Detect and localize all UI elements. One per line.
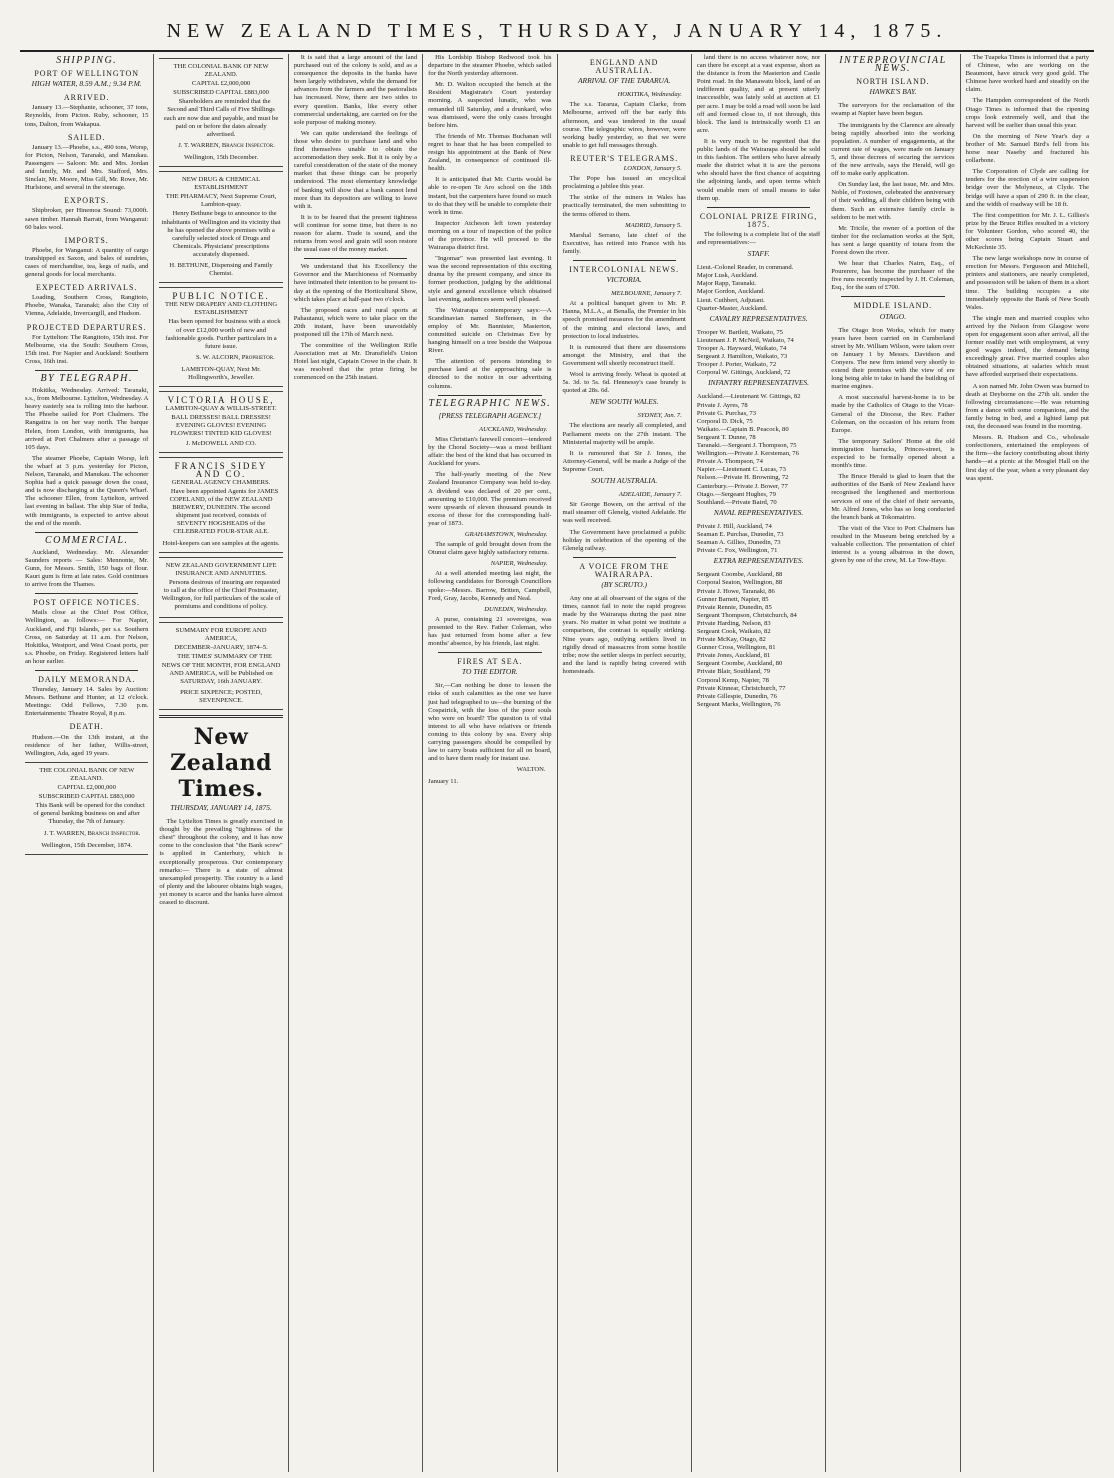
- bank-heading: THE COLONIAL BANK OF NEW ZEALAND.: [39, 766, 135, 782]
- daily-memoranda-heading: DAILY MEMORANDA.: [38, 675, 136, 684]
- cavalry-list: [697, 329, 820, 378]
- staff-heading: STAFF.: [747, 249, 770, 259]
- sailed-text: January 13.—Phoebe, s.s., 490 tons, Worsp, for Picton, Nelson, Taranaki, and Manukau. Passengers — Saloon: Mr. and Mrs. Jordan and family, Mr. and Mrs. Stafford, Mrs. Sinclair, Mr. Moore, Miss Gill, Mr. Rowe, Mr. Hurlstone, and several in the steerage.: [25, 143, 149, 192]
- bank-advertisement: [159, 58, 282, 167]
- naval-entry: Seaman E. Purchas, Dunedin, 73: [696, 530, 784, 538]
- expected-heading: EXPECTED ARRIVALS.: [35, 283, 138, 293]
- sidey-subheading: GENERAL AGENCY CHAMBERS.: [171, 478, 271, 486]
- drug-text: Henry Bethune begs to announce to the inhabitants of Wellington and its vicinity that he has opened the above premises with a carefully selected stock of Drugs and Chemicals. Physicians' prescriptions accurately dispensed.: [161, 210, 281, 258]
- naval-entry: Private C. Fox, Wellington, 71: [696, 547, 778, 555]
- otago-text: The Tuapeka Times is informed that a party of Chinese, who are working on the Beaumont, have struck very good gold. The Chinese have worked hard and steadily on the claim.: [965, 54, 1089, 94]
- victoria-heading: VICTORIA.: [606, 275, 642, 285]
- local-paragraph: We understand that his Excellency the Governor and the Marchioness of Normanby have intimated their intention to be present to-day at the opening of the Horticultural Show, which takes place at half-past two o'clock.: [293, 263, 418, 303]
- infantry-entry: Canterbury.—Private J. Bower, 77: [696, 482, 788, 490]
- infantry-entry: Wellington.—Private J. Kersteman, 76: [696, 450, 799, 458]
- leader-more: We can quite understand the feelings of those who desire to purchase land and who find themselves unable to obtain the accommodation they seek. But it is only by a careful consideration of the state of the money market that these things can be properly understood. The most elementary knowledge of banking will show that a bank cannot lend more than its depositors are willing to leave with it.: [293, 129, 418, 210]
- post-office-heading: POST OFFICE NOTICES.: [33, 598, 141, 608]
- local-paragraph: The committee of the Wellington Rifle Association met at Mr. Dransfield's Union Hotel last night, Captain Crowe in the chair. It was resolved that the prize firing be commenced on the 25th instant.: [293, 342, 418, 382]
- bank-date: Wellington, 15th December, 1874.: [41, 841, 133, 849]
- victoria-signature: J. McDOWELL AND CO.: [185, 439, 257, 447]
- exports-text: Shipbroker, per Hinemoa Sound: 73,000ft. sawn timber. Hannah Barratt, from Wanganui: 60 bales wool.: [25, 207, 149, 231]
- telegraph-text: Hokitika, Wednesday. Arrived: Taranaki, s.s., from Melbourne. Lyttelton, Wednesday. A heavy easterly sea is rolling into the harbour. The Phoebe sailed for Port Chalmers. The Rangatira is on her way north. The barque Helen, from London, with immigrants, has arrived at Port Chalmers after a passage of 105 days.: [25, 387, 149, 451]
- column-2: [154, 54, 288, 1472]
- divider: [573, 260, 676, 261]
- sidey-note: Hotel-keepers can see samples at the agents.: [162, 539, 280, 547]
- wairarapa-continued: It is very much to be regretted that the public lands of the Wairarapa should be sold in this fashion. The settlers who have already made the district what it is are the persons who should have the first chance of acquiring the adjoining lands, and upon terms which would enable men of small means to take them up.: [696, 137, 821, 202]
- divider: [35, 370, 138, 371]
- staff-member: Major Gordon, Auckland.: [696, 288, 765, 296]
- wairarapa-byline: (BY SCRUTO.): [601, 579, 648, 589]
- drapery-signature: S. W. ALCORN, Proprietor.: [195, 353, 275, 361]
- cavalry-entry: Lieutenant J. P. McNeil, Waikato, 74: [696, 336, 794, 344]
- local-paragraph: The proposed races and rural sports at Pahautanui, which were to take place on the 20th instant, have been unavoidably postponed till the 17th of March next.: [293, 306, 418, 338]
- reuters-heading: REUTER'S TELEGRAMS.: [570, 153, 679, 163]
- leader-text: The Lyttelton Times is greatly exercised in thought by the prevailing "tightness of the chest" throughout the colony, and it has now come to the conclusion that "the Bank screw" is applied in Canterbury, which is exceptionally prosperous. Our contemporary remarks:— There is a state of almost unexampled prosperity. The country is a land of plenty and the labourer obtains high wages, yet money is scarce and the banks have almost ceased to discount.: [159, 818, 283, 907]
- summary-text: THE TIMES' SUMMARY OF THE NEWS OF THE MONTH, FOR ENGLAND AND AMERICA, will be Published on SATURDAY, 16th JANUARY.: [161, 653, 281, 685]
- bank-subscribed: SUBSCRIBED CAPITAL £883,000: [38, 793, 135, 801]
- arrived-text: January 13.—Stephanie, schooner, 37 tons, Reynolds, from Picton. Ruby, schooner, 15 tons, Dalton, from Wakapua.: [25, 104, 149, 128]
- local-paragraph: Inspector Atcheson left town yesterday morning on a tour of inspection of the police of the province. He will proceed to the Wairarapa district first.: [428, 219, 552, 252]
- staff-member: Lieut.-Colonel Reader, in command.: [696, 264, 794, 272]
- cavalry-heading: CAVALRY REPRESENTATIVES.: [709, 313, 808, 323]
- sidey-text: Have been appointed Agents for JAMES COPELAND, of the NEW ZEALAND BREWERY, DUNEDIN. The second shipment just received, consists of SEVENTY HOGSHEADS of the CELEBRATED FOUR-STAR ALE.: [169, 487, 279, 536]
- infantry-entry: Southland.—Private Baird, 70: [696, 498, 777, 506]
- nsw-text: The elections are nearly all completed, and Parliament meets on the 27th instant. The Ministerial majority will be ample.: [562, 422, 686, 446]
- sa-text: The Government have proclaimed a public holiday in celebration of the opening of the Glenelg railway.: [562, 528, 686, 552]
- telegram-text: At a well attended meeting last night, the following candidates for Borough Councillors spoke:—Messrs. Barrow, Britten, Campbell, Ford, Gray, Jacobs, Kennedy and Neal.: [428, 570, 552, 602]
- death-heading: DEATH.: [69, 722, 104, 732]
- infantry-entry: Auckland.—Lieutenant W. Gittings, 82: [696, 393, 801, 401]
- summary-price: PRICE SIXPENCE; POSTED, SEVENPENCE.: [180, 688, 262, 704]
- infantry-heading: INFANTRY REPRESENTATIVES.: [708, 378, 810, 388]
- column-7: [826, 54, 960, 1472]
- leader-continued: It is said that a large amount of the land purchased out of the colony is sold, and as a consequence the deposits in the banks have been largely withdrawn, while the demand for advances from the farmers and the pastoralists has increased. Now, there are two sides to every question. Banks, like every other commercial undertaking, are carried on for the sole purpose of making money.: [293, 54, 418, 126]
- extra-entry: Gunner Barnett, Napier, 85: [696, 595, 769, 603]
- nsw-text: It is rumoured that Sir J. Innes, the Attorney-General, will be made a Judge of the Supreme Court.: [562, 449, 686, 473]
- extra-entry: Corporal Kemp, Napier, 78: [696, 676, 769, 684]
- victoria-text: It is rumoured that there are dissensions amongst the Ministry, and that the Government will shortly reconstruct itself.: [562, 343, 686, 367]
- otago-heading: OTAGO.: [879, 311, 907, 321]
- wairarapa-text: Any one at all observant of the signs of the times, cannot fail to note the rapid progress made by the Wairarapa during the past nine years. No matter in what point we institute a comparison, the contrast is equally striking. Nine years ago, outlying settlers lived in rigidly dread of massacres from some hostile tribe; now the settler sleeps in perfect security, and the land is rapidly being covered with homesteads.: [562, 595, 686, 675]
- local-paragraph: Mr. D. Walton occupied the bench at the Resident Magistrate's Court yesterday morning. A suspected lunatic, who was remanded till Saturday, and a drunkard, who was dismissed, were the only cases brought before him.: [428, 81, 552, 129]
- shipping-heading: SHIPPING.: [56, 55, 118, 66]
- column-1: [20, 54, 154, 1472]
- extra-entry: Sergeant Coombe, Auckland, 80: [696, 660, 783, 668]
- drug-subheading: THE PHARMACY, Next Supreme Court, Lambton-quay.: [165, 193, 277, 209]
- drapery-heading: THE NEW DRAPERY AND CLOTHING ESTABLISHMENT: [165, 301, 278, 317]
- dateline-hokitika: HOKITIKA, Wednesday.: [617, 91, 682, 99]
- otago-text: The Hampden correspondent of the North Otago Times is informed that the ripening crops look extremely well, and that the harvest will be earlier than usual this year.: [965, 97, 1089, 129]
- otago-text: The visit of the Vice to Port Chalmers has resulted in the Museum being enriched by a valuable collection. The presentation of chief interest is a young albatross in the down, given by one of the crew, M. Le Tow-Haye.: [831, 524, 955, 565]
- dateline-napier: NAPIER, Wednesday.: [490, 560, 548, 568]
- local-paragraph: It is anticipated that Mr. Curtis would be able to re-open Te Aro school on the 18th instant, but the carpenters have found so much to do that they will be unable to complete their work in time.: [428, 176, 552, 216]
- wairarapa-continued: land there is no access whatever now, nor can there be except at a vast expense, short as the distance is from the Masterton and Castle Point road. In the Manawatu block, land of an indifferent quality, and at present utterly inaccessible, was lately sold at auction at £1 per acre. I may be told a road will soon be laid off and formed close to, if not through, this block. The land is intrinsically worth £1 an acre.: [696, 54, 821, 134]
- hawkes-bay-text: The immigrants by the Clarence are already being rapidly absorbed into the working population. A number of engagements, at the current rate of wages, were made on January 5, and those decrees of securing the services of the new arrivals, says the Herald, will go off to make early application.: [831, 121, 955, 178]
- naval-list: [697, 523, 820, 555]
- infantry-entry: Private G. Purchas, 73: [696, 409, 757, 417]
- local-paragraph: The attention of persons intending to purchase land at the approaching sale is directed to the notice in our advertising columns.: [428, 358, 552, 390]
- telegraphic-news-heading: TELEGRAPHIC NEWS.: [428, 397, 552, 409]
- sailed-heading: SAILED.: [67, 132, 106, 142]
- infantry-entry: Otago.—Sergeant Hughes, 79: [696, 490, 776, 498]
- bank-text: Shareholders are reminded that the Second and Third Calls of Five Shillings each are now due and payable, and must be paid on or before the dates already advertised.: [163, 98, 279, 138]
- drapery-address: LAMBTON-QUAY, Next Mr. Hollingworth's, Jeweller.: [181, 365, 261, 381]
- column-6: [692, 54, 826, 1472]
- telegram-text: A purse, containing 21 sovereigns, was presented to the Rev. Father Coleman, who has just returned from home after a few months' absence, by his friends, last night.: [428, 615, 552, 648]
- otago-text: The Corporation of Clyde are calling for tenders for the erection of a wire suspension bridge over the Molyneux, at Clyde. The bridge will have a span of 290 ft. in the clear, and the width of roadway will be 18 ft.: [965, 168, 1089, 208]
- infantry-entry: Sergeant T. Dunne, 78: [696, 433, 756, 441]
- bank-subscribed: SUBSCRIBED CAPITAL £883,000: [173, 89, 269, 97]
- dateline-london: LONDON, January 5.: [623, 165, 682, 173]
- daily-memoranda-text: Thursday, January 14. Sales by Auction: Messrs. Bethune and Hunter, at 12 o'clock. Meetings: Odd Fellows, 7.30 p.m. Entertainments: Theatre Royal, 8 p.m.: [25, 686, 149, 718]
- nameplate: New Zealand Times.: [170, 724, 272, 802]
- victoria-heading: VICTORIA HOUSE,: [167, 395, 275, 406]
- extra-entry: Private Blair, Southland, 79: [696, 668, 771, 676]
- hawkes-bay-text: The surveyors for the reclamation of the swamp at Napier have been begun.: [831, 102, 955, 118]
- imports-heading: IMPORTS.: [64, 235, 109, 245]
- infantry-entry: Napier.—Lieutenant C. Lucas, 73: [696, 466, 786, 474]
- local-paragraph: His Lordship Bishop Redwood took his departure in the steamer Phoebe, which sailed for the North yesterday afternoon.: [428, 54, 552, 78]
- otago-text: A son named Mr. John Owen was burned to death at Deyborne on the 27th ult. under the following circumstances:—He was returning from a dance with some companions, and the family being in bed, and a lighted lamp put out, the deceased was found in the morning.: [965, 382, 1089, 431]
- reuter-text: The strike of the miners in Wales has practically terminated, the men submitting to the terms offered to them.: [562, 194, 686, 218]
- divider: [35, 670, 138, 671]
- fires-signature: WALTON.: [516, 766, 546, 774]
- bank-text: This Bank will be opened for the conduct of general banking business on and after Thursday, the 7th of January.: [33, 802, 145, 826]
- drapery-text: Has been opened for business with a stock of over £12,000 worth of new and fashionable goods. Further particulars in a future issue.: [165, 318, 281, 350]
- divider: [35, 593, 138, 594]
- extra-entry: Private Harding, Nelson, 83: [696, 619, 771, 627]
- infantry-entry: Private A. Thompson, 74: [696, 458, 763, 466]
- telegram-text: The half-yearly meeting of the New Zealand Insurance Company was held to-day. A dividend was declared of 20 per cent., amounting to £10,000. The premium received were upwards of eleven thousand pounds in excess of those for the corresponding half-year of 1873.: [428, 471, 552, 527]
- middle-island-heading: MIDDLE ISLAND.: [853, 301, 933, 311]
- cavalry-entry: Sergeant J. Hamilton, Waikato, 73: [696, 353, 788, 361]
- victoria-subheading: LAMBTON-QUAY & WILLIS-STREET.: [165, 405, 277, 413]
- arrival-text: The s.s. Tararua, Captain Clarke, from Melbourne, arrived off the bar early this afternoon, and was tendered in the usual course. The telegraphic wires, however, were working badly yesterday, so that we were unable to get full messages through.: [562, 101, 686, 149]
- hawkes-bay-heading: HAWKE'S BAY.: [869, 87, 917, 97]
- sidey-heading: FRANCIS SIDEY AND CO.: [174, 460, 268, 479]
- infantry-entry: Waikato.—Captain B. Peacock, 80: [696, 425, 789, 433]
- fires-at-sea-heading: FIRES AT SEA.: [457, 657, 523, 667]
- wairarapa-heading: A VOICE FROM THE WAIRARAPA.: [579, 561, 670, 579]
- cavalry-entry: Trooper J. Porter, Waikato, 72: [696, 361, 777, 369]
- hawkes-bay-text: On Sunday last, the last issue, Mr. and Mrs. Noble, of Foxtown, celebrated the anniversary of their wedding, all their children being with them. Such an extensive family circle is seldom to be met with.: [831, 181, 955, 221]
- telegram-text: Miss Christian's farewell concert—tendered by the Choral Society—was a most brilliant affair: the best of the kind that has occurred in Auckland for years.: [428, 435, 552, 468]
- extra-list: [697, 571, 820, 709]
- otago-text: The temporary Sailors' Home at the old immigration barracks, Princes-street, is expected to be formally opened about a month's time.: [831, 437, 955, 470]
- divider: [707, 207, 810, 208]
- otago-text: Messrs. R. Hudson and Co., wholesale confectioners, entertained the employees of the firm—the factory contributing about thirty hands—at a picnic at the Mosgiel Hall on the first day of the year, when a very pleasant day was spent.: [965, 434, 1089, 482]
- drapery-advertisement: [159, 287, 282, 387]
- extra-entry: Sergeant Marks, Wellington, 76: [696, 700, 781, 708]
- bank-signature: J. T. WARREN, Branch Inspector.: [43, 829, 141, 837]
- infantry-entry: Private J. Ayres, 78: [696, 401, 748, 409]
- columns: [20, 54, 1094, 1472]
- press-agency: [PRESS TELEGRAPH AGENCY.]: [438, 410, 542, 420]
- cavalry-entry: Corporal W. Gittings, Auckland, 72: [696, 369, 791, 377]
- bank-capital: CAPITAL £2,000,000: [57, 784, 116, 792]
- north-island-heading: NORTH ISLAND.: [856, 77, 930, 87]
- otago-text: The first competition for Mr. J. L. Gillies's prize by the Bruce Rifles resulted in a victory for Volunteer Gordon, who scored 40, the other scores being Captain Stuart and McKechnie 35.: [965, 211, 1089, 252]
- drug-signature: H. BETHUNE, Dispensing and Family Chemist.: [169, 261, 273, 278]
- nameplate-date: THURSDAY, JANUARY 14, 1875.: [170, 803, 272, 812]
- intercolonial-heading: INTERCOLONIAL NEWS.: [569, 264, 680, 274]
- divider: [304, 258, 407, 259]
- extra-entry: Sergeant Thompson, Christchurch, 84: [696, 611, 797, 619]
- divider: [841, 296, 944, 297]
- otago-text: A most successful harvest-home is to be made by the Catholics of Otago to the Vicar-General of the Diocese, the Rev. Father Coleman, on the occasion of his return from Europe.: [831, 394, 955, 434]
- divider: [438, 395, 541, 396]
- hawkes-bay-text: We hear that Charles Nairn, Esq., of Pourerere, has become the purchaser of the five runs recently inspected by J. H. Coleman, Esq., for the sum of £700.: [831, 260, 955, 292]
- drug-advertisement: [159, 171, 282, 283]
- summary-advertisement: [159, 622, 282, 710]
- extra-entry: Private Jones, Auckland, 81: [696, 652, 771, 660]
- death-text: Hudson.—On the 13th instant, at the residence of her father, Willis-street, Wellington, Ada, aged 19 years.: [25, 733, 149, 757]
- divider: [438, 652, 541, 653]
- leader-end: It is to be feared that the present tightness will continue for some time, but there is no reason for alarm. Trade is sound, and the returns from wool and grain will soon restore the usual ease of the money market.: [293, 213, 418, 254]
- interprovincial-heading: INTERPROVINCIAL NEWS.: [839, 55, 947, 75]
- exports-heading: EXPORTS.: [64, 196, 110, 206]
- projected-text: For Lyttelton: The Rangitoto, 15th inst. For Melbourne, via the South: Southern Cross, 15th inst. For Napier and Auckland: Southern Cross, 16th inst.: [25, 333, 149, 365]
- extra-entry: Private McKay, Otago, 82: [696, 636, 766, 644]
- naval-entry: Private J. Hill, Auckland, 74: [696, 522, 772, 530]
- victoria-text: At a political banquet given to Mr. P. Hanna, M.L.A., at Benalla, the Premier in his speech promised measures for the amendment of the mining and electoral laws, and protection to local industries.: [562, 300, 686, 340]
- local-paragraph: The Wairarapa contemporary says:—A Scandinavian named Steffensen, in the employ of Mr. Bannister, Masterton, committed suicide on Christmas Eve by hanging himself on a tree beside the Waipoua River.: [428, 306, 552, 355]
- infantry-list: [697, 393, 820, 506]
- prize-firing-intro: The following is a complete list of the staff and representatives:—: [696, 230, 821, 246]
- port-heading: PORT OF WELLINGTON: [34, 69, 139, 79]
- dateline-grahamstown: GRAHAMSTOWN, Wednesday.: [464, 530, 548, 538]
- column-5: [558, 54, 692, 1472]
- extra-entry: Sergeant Coombe, Auckland, 88: [696, 571, 783, 579]
- otago-text: The new large workshops now in course of erection for Messrs. Fergusson and Mitchell, printers and stationers, are nearly completed, and possession will be taken of them in a short time. The building occupies a site immediately opposite the Bank of New South Wales.: [965, 255, 1089, 311]
- victoria-text: Wool is arriving freely. Wheat is quoted at 5s. 3d. to 5s. 6d. Hennessy's case brandy is quoted at 28s. 6d.: [562, 371, 686, 395]
- sa-text: Sir George Bowen, on the arrival of the mail steamer off Glenelg, visited Adelaide. He was well received.: [562, 501, 686, 525]
- bank-signature: J. T. WARREN, Branch Inspector.: [178, 141, 275, 149]
- divider: [159, 715, 282, 718]
- fires-text: Sir,—Can nothing be done to lessen the risks of such calamities as the one we have just had telegraphed to us—the burning of the Cospatrick, with the loss of the poor souls who were on board? The question is of vital interest to all who have relatives or friends coming to this colony by sea. Every ship carrying passengers should be compelled by law to carry boats sufficient for all on board, and to have them ready for instant use.: [428, 682, 552, 763]
- bank-advertisement: [25, 762, 148, 855]
- staff-member: Lieut. Cuthbert, Adjutant.: [696, 296, 765, 304]
- telegraph-heading: BY TELEGRAPH.: [40, 373, 133, 384]
- sa-heading: SOUTH AUSTRALIA.: [591, 476, 658, 486]
- cavalry-entry: Trooper W. Bartlett, Waikato, 75: [696, 328, 783, 336]
- extra-entry: Private Gillespie, Dunedin, 76: [696, 692, 777, 700]
- column-3: [289, 54, 423, 1472]
- hawkes-bay-text: Mr. Tricile, the owner of a portion of the timber for the reclamation works at the Spit, has sent a large quantity of totara from the Forest down the river.: [831, 224, 955, 256]
- dateline-dunedin: DUNEDIN, Wednesday.: [484, 605, 548, 613]
- staff-list: [697, 264, 820, 313]
- tararua-heading: ARRIVAL OF THE TARARUA.: [577, 76, 671, 86]
- shipping-body: The steamer Phoebe, Captain Worsp, left the wharf at 3 p.m. yesterday for Picton, Nelson, Taranaki, and Manukau. The schooner Sophia had a quick passage down the coast, and is now discharging at the Queen's Wharf. The schooner Ellen, from Lyttelton, arrived last evening in ballast. The ship Star of India, with immigrants, is expected to arrive about the end of the month.: [25, 454, 149, 527]
- bank-capital: CAPITAL £2,000,000: [191, 80, 251, 88]
- extra-entry: Gunner Cross, Wellington, 81: [696, 644, 776, 652]
- extra-entry: Corporal Seaton, Wellington, 88: [696, 579, 783, 587]
- drug-heading: NEW DRUG & CHEMICAL ESTABLISHMENT: [182, 176, 261, 192]
- dateline-madrid: MADRID, January 5.: [625, 221, 682, 229]
- reuter-text: The Pope has issued an encyclical proclaiming a jubilee this year.: [562, 175, 686, 191]
- imports-text: Phoebe, for Wanganui: A quantity of cargo transhipped ex Saxon, and bales of sundries, cases of merchandise, tea, kegs of nails, and general goods for local merchants.: [25, 246, 149, 279]
- divider: [573, 557, 676, 558]
- extra-entry: Private J. Howe, Taranaki, 86: [696, 587, 775, 595]
- staff-member: Major Lusk, Auckland.: [696, 272, 759, 280]
- england-australia-heading: ENGLAND AND AUSTRALIA.: [589, 58, 659, 76]
- insurance-text: Persons desirous of insuring are requested to call at the office of the Chief Postmaster, Wellington, for full particulars of the scale of premiums and conditions of policy.: [161, 578, 281, 611]
- expected-text: Loading, Southern Cross, Rangitoto, Phoebe, Wanaka, Taranaki; also the City of Vienna, Adelaide, Invercargill, and Hudson.: [25, 294, 149, 318]
- public-notice-heading: PUBLIC NOTICE.: [172, 291, 270, 302]
- projected-heading: PROJECTED DEPARTURES.: [26, 322, 147, 332]
- local-paragraph: "Ingomar" was presented last evening. It was the second representation of this exciting drama by the present company, and since its former production, judging by the additional style and general excellence which obtained last evening, audiences seem well pleased.: [428, 255, 552, 303]
- victoria-house-advertisement: [159, 391, 282, 453]
- dateline-melbourne: MELBOURNE, January 7.: [611, 290, 682, 298]
- extra-heading: EXTRA REPRESENTATIVES.: [713, 556, 804, 566]
- high-water: HIGH WATER, 8.59 A.M.; 9.34 P.M.: [31, 79, 142, 89]
- extra-entry: Private Kinnear, Christchurch, 77: [696, 684, 786, 692]
- telegram-text: The sample of gold brought down from the Otunui claim gave highly satisfactory returns.: [428, 541, 552, 557]
- staff-member: Major Rapp, Taranaki.: [696, 280, 757, 288]
- column-4: [423, 54, 557, 1472]
- fires-to-editor: TO THE EDITOR.: [461, 667, 518, 677]
- masthead: NEW ZEALAND TIMES, THURSDAY, JANUARY 14, 1875.: [20, 14, 1094, 52]
- arrived-heading: ARRIVED.: [63, 93, 110, 103]
- fires-date: January 11.: [428, 778, 459, 786]
- summary-subheading: DECEMBER–JANUARY, 1874–5.: [174, 644, 268, 652]
- ball-dresses: BALL DRESSES! BALL DRESSES! EVENING GLOVES! EVENING FLOWERS! TINTED KID GLOVES!: [170, 414, 272, 438]
- dateline-sydney: SYDNEY, Jan. 7.: [637, 412, 682, 420]
- otago-text: The single men and married couples who arrived by the Nelson from Glasgow were open for engagement soon after arrival, all the former readily met with employment, at very good wages indeed, the demand being exceedingly great. Five married couples also obtained situations, at salaries which must have afforded surprised their expectations.: [965, 314, 1089, 379]
- insurance-advertisement: [159, 557, 282, 619]
- local-paragraph: The friends of Mr. Thomas Buchanan will regret to hear that he has been compelled to resign his appointment at the Bank of New Zealand, in consequence of continued ill-health.: [428, 132, 552, 173]
- column-8: [961, 54, 1094, 1472]
- insurance-heading: NEW ZEALAND GOVERNMENT LIFE INSURANCE AND ANNUITIES.: [165, 561, 277, 577]
- sidey-advertisement: [159, 457, 282, 553]
- bank-date: Wellington, 15th December.: [183, 153, 259, 161]
- summary-heading: SUMMARY FOR EUROPE AND AMERICA,: [175, 627, 267, 643]
- divider: [35, 532, 138, 533]
- post-office-text: Mails close at the Chief Post Office, Wellington, as follows:— For Napier, Auckland, and Fiji Islands, per s.s. Southern Cross, on Saturday at 11 a.m. For Nelson, Hokitika, Westport, and West Coast ports, per s.s. Phoebe, on Friday. Registered letters half an hour earlier.: [25, 609, 149, 665]
- extra-entry: Sergeant Cook, Waikato, 82: [696, 628, 771, 635]
- otago-text: The Otago Iron Works, which for many years have been carried on in Cumberland street by Mr. William Wilson, were taken over on January 1 by Messrs. Davidson and Conyers. The new firm intend very shortly to extend their premises with the view of ere long being able to take in hand the building of marine engines.: [831, 326, 955, 391]
- commercial-heading: COMMERCIAL.: [44, 534, 129, 546]
- cavalry-entry: Trooper A. Hayward, Waikato, 74: [696, 345, 787, 352]
- nsw-heading: NEW SOUTH WALES.: [589, 397, 659, 407]
- otago-text: The Bruce Herald is glad to learn that the authorities of the Bank of New Zealand have recognised the lengthened and meritorious services of one of the chief of their servants, Mr. Alfred Jones, who has so long conducted the branch bank at Tokomairiro.: [831, 473, 955, 521]
- dateline-auckland: AUCKLAND, Wednesday.: [479, 425, 548, 433]
- dateline-adelaide: ADELAIDE, January 7.: [618, 491, 682, 499]
- infantry-entry: Corporal D. Dick, 75: [696, 417, 753, 425]
- otago-text: On the morning of New Year's day a brother of Mr. Samuel Bird's fell from his horse near Naseby and fractured his collarbone.: [965, 132, 1089, 165]
- infantry-entry: Taranaki.—Sergeant J. Thompson, 75: [696, 442, 797, 450]
- extra-entry: Private Rennie, Dunedin, 85: [696, 603, 772, 611]
- naval-entry: Seaman A. Gillies, Dunedin, 73: [696, 539, 781, 547]
- naval-heading: NAVAL REPRESENTATIVES.: [713, 507, 804, 517]
- bank-heading: THE COLONIAL BANK OF NEW ZEALAND.: [173, 63, 269, 79]
- commercial-text: Auckland, Wednesday. Mr. Alexander Saunders reports — Sales: Mennonte, Mr. Gunn, for Messrs. Smith, 150 bags of flour. Kauri gum is firm at late rates. Gold continues to arrive from the Thames.: [25, 548, 149, 589]
- staff-member: Quarter-Master, Auckland.: [696, 304, 768, 312]
- reuter-text: Marshal Serrano, late chief of the Executive, has retired into France with his family.: [562, 231, 686, 255]
- infantry-entry: Nelson.—Private H. Browning, 72: [696, 474, 789, 482]
- prize-firing-heading: COLONIAL PRIZE FIRING, 1875.: [699, 211, 818, 229]
